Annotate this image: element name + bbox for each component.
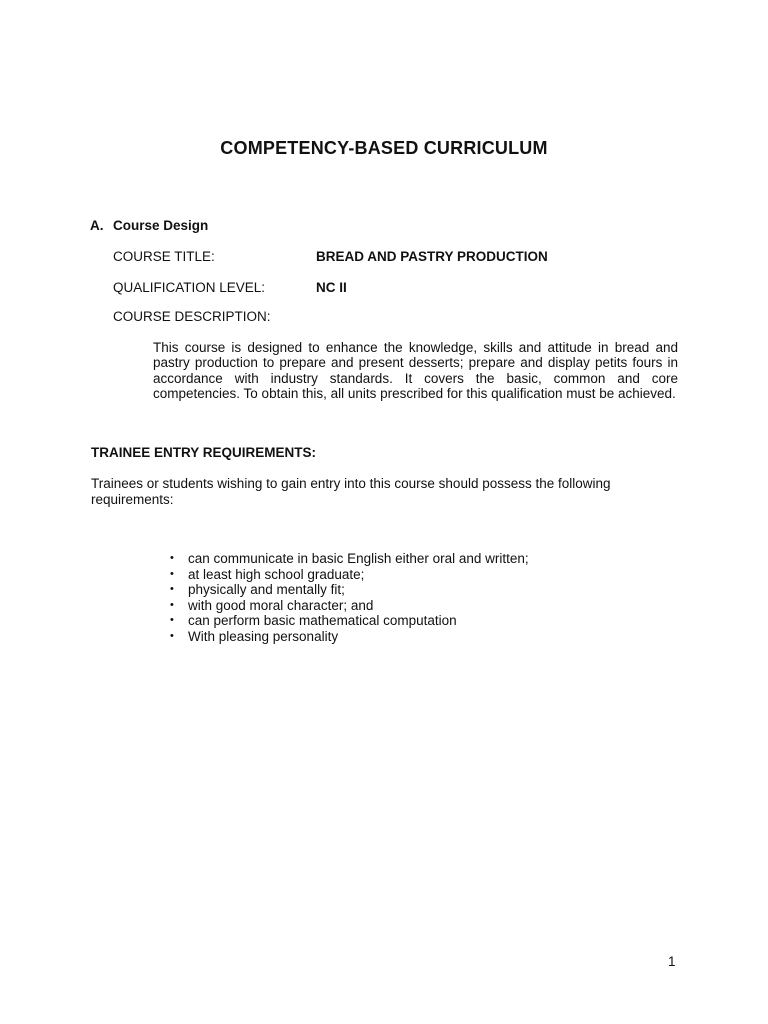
list-item-text: can perform basic mathematical computation bbox=[188, 613, 457, 628]
course-description-row bbox=[113, 309, 316, 324]
page-number: 1 bbox=[668, 954, 676, 969]
qualification-level-value: NC II bbox=[316, 280, 347, 295]
section-letter: A. bbox=[90, 218, 104, 233]
course-title-row bbox=[113, 249, 548, 264]
qualification-level-label: QUALIFICATION LEVEL: bbox=[113, 280, 266, 295]
list-item bbox=[170, 629, 529, 645]
bullet-icon: • bbox=[170, 629, 174, 642]
course-title-value: BREAD AND PASTRY PRODUCTION bbox=[316, 249, 548, 264]
bullet-icon: • bbox=[170, 598, 174, 611]
list-item bbox=[170, 598, 529, 614]
course-description-label: COURSE DESCRIPTION: bbox=[113, 309, 271, 324]
course-title-label: COURSE TITLE: bbox=[113, 249, 215, 264]
section-heading-text: Course Design bbox=[113, 218, 209, 233]
section-heading bbox=[90, 218, 208, 233]
bullet-icon: • bbox=[170, 567, 174, 580]
list-item bbox=[170, 613, 529, 629]
course-description-text: This course is designed to enhance the knowledge, skills and attitude in bread and pastry production to prepare and present desserts; prepare and display petits fours in accordance with industry standards. It covers the basic, common and core competencies. To obtain this, all units prescribed for this qualification must be achieved. bbox=[153, 340, 678, 401]
requirements-list bbox=[170, 551, 529, 644]
list-item bbox=[170, 567, 529, 583]
list-item-text: can communicate in basic English either oral and written; bbox=[188, 551, 529, 566]
qualification-level-row bbox=[113, 280, 347, 295]
entry-requirements-heading: TRAINEE ENTRY REQUIREMENTS: bbox=[91, 445, 317, 460]
list-item-text: With pleasing personality bbox=[188, 628, 339, 644]
list-item-text: with good moral character; and bbox=[188, 597, 374, 613]
document-title: COMPETENCY-BASED CURRICULUM bbox=[220, 138, 548, 158]
list-item bbox=[170, 551, 529, 567]
list-item bbox=[170, 582, 529, 598]
list-item-text: at least high school graduate; bbox=[188, 566, 365, 582]
bullet-icon: • bbox=[170, 552, 174, 564]
entry-requirements-intro: Trainees or students wishing to gain entry into this course should possess the following requirements: bbox=[91, 476, 611, 507]
bullet-icon: • bbox=[170, 583, 174, 595]
list-item-text: physically and mentally fit; bbox=[188, 582, 345, 597]
bullet-icon: • bbox=[170, 614, 174, 626]
